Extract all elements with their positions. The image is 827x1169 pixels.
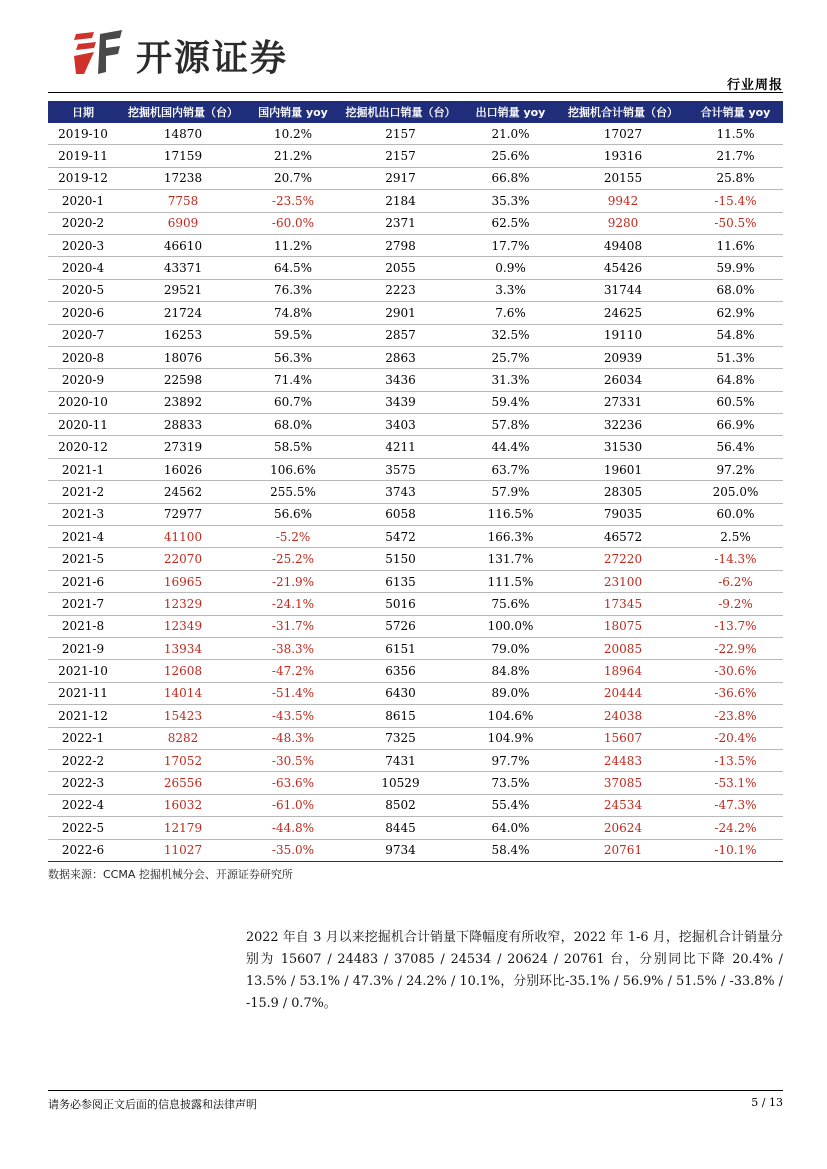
- export-yoy-cell: 35.3%: [463, 190, 558, 212]
- domestic-yoy-cell: -5.2%: [248, 526, 338, 548]
- column-header: 出口销量 yoy: [463, 101, 558, 123]
- total-yoy-cell: -9.2%: [688, 593, 783, 615]
- date-cell: 2021-11: [48, 682, 118, 704]
- date-cell: 2020-5: [48, 279, 118, 301]
- table-row: [48, 481, 783, 503]
- total-yoy-cell: 21.7%: [688, 145, 783, 167]
- table-row: [48, 458, 783, 480]
- total-yoy-cell: -22.9%: [688, 637, 783, 659]
- total-yoy-cell: -36.6%: [688, 682, 783, 704]
- export-sales-cell: 7431: [338, 749, 463, 771]
- total-yoy-cell: -6.2%: [688, 570, 783, 592]
- table-body: [48, 123, 783, 861]
- domestic-yoy-cell: 106.6%: [248, 458, 338, 480]
- export-sales-cell: 8615: [338, 705, 463, 727]
- total-yoy-cell: -50.5%: [688, 212, 783, 234]
- table-row: [48, 123, 783, 145]
- domestic-sales-cell: 11027: [118, 839, 248, 861]
- total-sales-cell: 20444: [558, 682, 688, 704]
- table-row: [48, 234, 783, 256]
- date-cell: 2020-10: [48, 391, 118, 413]
- export-yoy-cell: 57.8%: [463, 414, 558, 436]
- table-row: [48, 212, 783, 234]
- export-sales-cell: 7325: [338, 727, 463, 749]
- export-yoy-cell: 63.7%: [463, 458, 558, 480]
- domestic-sales-cell: 16965: [118, 570, 248, 592]
- total-yoy-cell: 66.9%: [688, 414, 783, 436]
- export-yoy-cell: 116.5%: [463, 503, 558, 525]
- export-sales-cell: 3436: [338, 369, 463, 391]
- total-sales-cell: 26034: [558, 369, 688, 391]
- date-cell: 2019-12: [48, 167, 118, 189]
- export-sales-cell: 8445: [338, 817, 463, 839]
- export-yoy-cell: 89.0%: [463, 682, 558, 704]
- total-sales-cell: 18964: [558, 660, 688, 682]
- date-cell: 2021-8: [48, 615, 118, 637]
- date-cell: 2020-11: [48, 414, 118, 436]
- domestic-sales-cell: 17159: [118, 145, 248, 167]
- domestic-sales-cell: 14870: [118, 123, 248, 145]
- table-row: [48, 817, 783, 839]
- export-yoy-cell: 3.3%: [463, 279, 558, 301]
- domestic-yoy-cell: -60.0%: [248, 212, 338, 234]
- total-sales-cell: 24038: [558, 705, 688, 727]
- total-yoy-cell: -13.5%: [688, 749, 783, 771]
- export-yoy-cell: 7.6%: [463, 302, 558, 324]
- export-yoy-cell: 62.5%: [463, 212, 558, 234]
- domestic-sales-cell: 8282: [118, 727, 248, 749]
- date-cell: 2021-6: [48, 570, 118, 592]
- date-cell: 2021-1: [48, 458, 118, 480]
- domestic-yoy-cell: 11.2%: [248, 234, 338, 256]
- table-row: [48, 727, 783, 749]
- table-row: [48, 682, 783, 704]
- total-yoy-cell: 25.8%: [688, 167, 783, 189]
- total-sales-cell: 19601: [558, 458, 688, 480]
- export-sales-cell: 6058: [338, 503, 463, 525]
- export-sales-cell: 2857: [338, 324, 463, 346]
- date-cell: 2022-2: [48, 749, 118, 771]
- total-sales-cell: 9280: [558, 212, 688, 234]
- date-cell: 2022-4: [48, 794, 118, 816]
- domestic-sales-cell: 12608: [118, 660, 248, 682]
- brand-name: 开源证券: [136, 38, 289, 79]
- date-cell: 2021-9: [48, 637, 118, 659]
- total-yoy-cell: -15.4%: [688, 190, 783, 212]
- domestic-yoy-cell: -25.2%: [248, 548, 338, 570]
- footer-disclaimer: 请务必参阅正文后面的信息披露和法律声明: [48, 1098, 257, 1111]
- export-yoy-cell: 44.4%: [463, 436, 558, 458]
- table-row: [48, 436, 783, 458]
- domestic-yoy-cell: 10.2%: [248, 123, 338, 145]
- table-row: [48, 302, 783, 324]
- total-yoy-cell: 11.6%: [688, 234, 783, 256]
- export-sales-cell: 2863: [338, 346, 463, 368]
- domestic-sales-cell: 18076: [118, 346, 248, 368]
- export-yoy-cell: 75.6%: [463, 593, 558, 615]
- total-yoy-cell: 51.3%: [688, 346, 783, 368]
- domestic-sales-cell: 13934: [118, 637, 248, 659]
- export-sales-cell: 5726: [338, 615, 463, 637]
- export-yoy-cell: 100.0%: [463, 615, 558, 637]
- total-sales-cell: 24625: [558, 302, 688, 324]
- table-row: [48, 503, 783, 525]
- total-sales-cell: 23100: [558, 570, 688, 592]
- domestic-yoy-cell: 59.5%: [248, 324, 338, 346]
- table-row: [48, 190, 783, 212]
- date-cell: 2020-1: [48, 190, 118, 212]
- total-sales-cell: 24483: [558, 749, 688, 771]
- total-sales-cell: 79035: [558, 503, 688, 525]
- export-yoy-cell: 104.9%: [463, 727, 558, 749]
- domestic-yoy-cell: -48.3%: [248, 727, 338, 749]
- table-row: [48, 526, 783, 548]
- total-yoy-cell: 62.9%: [688, 302, 783, 324]
- domestic-yoy-cell: 64.5%: [248, 257, 338, 279]
- page-number: 5 / 13: [751, 1096, 783, 1109]
- date-cell: 2021-10: [48, 660, 118, 682]
- total-sales-cell: 19110: [558, 324, 688, 346]
- total-yoy-cell: -47.3%: [688, 794, 783, 816]
- total-sales-cell: 31530: [558, 436, 688, 458]
- export-sales-cell: 3575: [338, 458, 463, 480]
- export-yoy-cell: 104.6%: [463, 705, 558, 727]
- domestic-yoy-cell: 58.5%: [248, 436, 338, 458]
- domestic-sales-cell: 12329: [118, 593, 248, 615]
- total-sales-cell: 37085: [558, 772, 688, 794]
- domestic-sales-cell: 16253: [118, 324, 248, 346]
- export-sales-cell: 2371: [338, 212, 463, 234]
- export-yoy-cell: 25.6%: [463, 145, 558, 167]
- table-row: [48, 414, 783, 436]
- column-header: 国内销量 yoy: [248, 101, 338, 123]
- date-cell: 2020-4: [48, 257, 118, 279]
- brand-logo: [72, 28, 362, 78]
- export-sales-cell: 6151: [338, 637, 463, 659]
- domestic-sales-cell: 26556: [118, 772, 248, 794]
- table-row: [48, 637, 783, 659]
- date-cell: 2021-5: [48, 548, 118, 570]
- domestic-yoy-cell: -38.3%: [248, 637, 338, 659]
- domestic-sales-cell: 15423: [118, 705, 248, 727]
- date-cell: 2021-2: [48, 481, 118, 503]
- domestic-sales-cell: 16026: [118, 458, 248, 480]
- column-header: 挖掘机合计销量（台）: [558, 101, 688, 123]
- header-divider: [48, 92, 783, 93]
- domestic-yoy-cell: -31.7%: [248, 615, 338, 637]
- domestic-sales-cell: 23892: [118, 391, 248, 413]
- date-cell: 2020-8: [48, 346, 118, 368]
- export-sales-cell: 2798: [338, 234, 463, 256]
- total-yoy-cell: -30.6%: [688, 660, 783, 682]
- total-yoy-cell: 56.4%: [688, 436, 783, 458]
- date-cell: 2020-7: [48, 324, 118, 346]
- total-yoy-cell: 11.5%: [688, 123, 783, 145]
- total-sales-cell: 46572: [558, 526, 688, 548]
- table-row: [48, 593, 783, 615]
- domestic-sales-cell: 17052: [118, 749, 248, 771]
- export-sales-cell: 6135: [338, 570, 463, 592]
- report-type: 行业周报: [726, 78, 783, 93]
- domestic-yoy-cell: 20.7%: [248, 167, 338, 189]
- total-yoy-cell: -10.1%: [688, 839, 783, 861]
- export-sales-cell: 2157: [338, 123, 463, 145]
- table-row: [48, 279, 783, 301]
- table-row: [48, 324, 783, 346]
- export-yoy-cell: 166.3%: [463, 526, 558, 548]
- excavator-sales-table: [48, 101, 783, 862]
- domestic-sales-cell: 24562: [118, 481, 248, 503]
- table-row: [48, 660, 783, 682]
- total-yoy-cell: 64.8%: [688, 369, 783, 391]
- total-sales-cell: 45426: [558, 257, 688, 279]
- domestic-yoy-cell: -21.9%: [248, 570, 338, 592]
- domestic-yoy-cell: 68.0%: [248, 414, 338, 436]
- export-sales-cell: 5472: [338, 526, 463, 548]
- table-row: [48, 145, 783, 167]
- date-cell: 2021-12: [48, 705, 118, 727]
- total-yoy-cell: -13.7%: [688, 615, 783, 637]
- total-yoy-cell: 97.2%: [688, 458, 783, 480]
- domestic-yoy-cell: -63.6%: [248, 772, 338, 794]
- table-row: [48, 794, 783, 816]
- date-cell: 2022-5: [48, 817, 118, 839]
- total-sales-cell: 17345: [558, 593, 688, 615]
- domestic-yoy-cell: -23.5%: [248, 190, 338, 212]
- export-sales-cell: 2055: [338, 257, 463, 279]
- total-sales-cell: 17027: [558, 123, 688, 145]
- column-header: 合计销量 yoy: [688, 101, 783, 123]
- date-cell: 2020-2: [48, 212, 118, 234]
- date-cell: 2021-3: [48, 503, 118, 525]
- date-cell: 2020-6: [48, 302, 118, 324]
- table-row: [48, 749, 783, 771]
- total-sales-cell: 32236: [558, 414, 688, 436]
- export-sales-cell: 6356: [338, 660, 463, 682]
- export-yoy-cell: 59.4%: [463, 391, 558, 413]
- export-yoy-cell: 64.0%: [463, 817, 558, 839]
- total-sales-cell: 27331: [558, 391, 688, 413]
- domestic-sales-cell: 72977: [118, 503, 248, 525]
- export-sales-cell: 5016: [338, 593, 463, 615]
- table-row: [48, 369, 783, 391]
- domestic-yoy-cell: 21.2%: [248, 145, 338, 167]
- table-row: [48, 570, 783, 592]
- total-yoy-cell: -20.4%: [688, 727, 783, 749]
- domestic-sales-cell: 27319: [118, 436, 248, 458]
- domestic-sales-cell: 43371: [118, 257, 248, 279]
- date-cell: 2022-3: [48, 772, 118, 794]
- export-sales-cell: 2157: [338, 145, 463, 167]
- export-sales-cell: 2917: [338, 167, 463, 189]
- date-cell: 2020-12: [48, 436, 118, 458]
- export-yoy-cell: 25.7%: [463, 346, 558, 368]
- total-yoy-cell: 60.0%: [688, 503, 783, 525]
- export-yoy-cell: 0.9%: [463, 257, 558, 279]
- total-sales-cell: 20939: [558, 346, 688, 368]
- brand-logo-icon: [72, 28, 130, 76]
- table-row: [48, 615, 783, 637]
- domestic-yoy-cell: -30.5%: [248, 749, 338, 771]
- export-yoy-cell: 73.5%: [463, 772, 558, 794]
- column-header: 挖掘机国内销量（台）: [118, 101, 248, 123]
- export-sales-cell: 9734: [338, 839, 463, 861]
- footer-divider: [48, 1090, 783, 1091]
- date-cell: 2020-9: [48, 369, 118, 391]
- export-sales-cell: 4211: [338, 436, 463, 458]
- export-yoy-cell: 55.4%: [463, 794, 558, 816]
- export-sales-cell: 5150: [338, 548, 463, 570]
- domestic-sales-cell: 6909: [118, 212, 248, 234]
- export-sales-cell: 3743: [338, 481, 463, 503]
- export-sales-cell: 10529: [338, 772, 463, 794]
- table-row: [48, 167, 783, 189]
- table-row: [48, 346, 783, 368]
- export-yoy-cell: 79.0%: [463, 637, 558, 659]
- total-yoy-cell: 68.0%: [688, 279, 783, 301]
- domestic-sales-cell: 22598: [118, 369, 248, 391]
- export-yoy-cell: 57.9%: [463, 481, 558, 503]
- export-yoy-cell: 21.0%: [463, 123, 558, 145]
- date-cell: 2020-3: [48, 234, 118, 256]
- total-yoy-cell: -53.1%: [688, 772, 783, 794]
- export-sales-cell: 3403: [338, 414, 463, 436]
- total-yoy-cell: 60.5%: [688, 391, 783, 413]
- total-sales-cell: 18075: [558, 615, 688, 637]
- date-cell: 2022-1: [48, 727, 118, 749]
- table-row: [48, 839, 783, 861]
- export-yoy-cell: 84.8%: [463, 660, 558, 682]
- total-sales-cell: 31744: [558, 279, 688, 301]
- domestic-yoy-cell: 76.3%: [248, 279, 338, 301]
- total-sales-cell: 20155: [558, 167, 688, 189]
- total-sales-cell: 49408: [558, 234, 688, 256]
- total-sales-cell: 28305: [558, 481, 688, 503]
- domestic-yoy-cell: -35.0%: [248, 839, 338, 861]
- export-yoy-cell: 97.7%: [463, 749, 558, 771]
- date-cell: 2022-6: [48, 839, 118, 861]
- total-yoy-cell: -24.2%: [688, 817, 783, 839]
- total-sales-cell: 24534: [558, 794, 688, 816]
- total-sales-cell: 15607: [558, 727, 688, 749]
- domestic-yoy-cell: 74.8%: [248, 302, 338, 324]
- domestic-sales-cell: 29521: [118, 279, 248, 301]
- domestic-yoy-cell: 60.7%: [248, 391, 338, 413]
- total-yoy-cell: 59.9%: [688, 257, 783, 279]
- total-yoy-cell: 54.8%: [688, 324, 783, 346]
- domestic-sales-cell: 28833: [118, 414, 248, 436]
- total-yoy-cell: -14.3%: [688, 548, 783, 570]
- domestic-yoy-cell: 71.4%: [248, 369, 338, 391]
- date-cell: 2019-11: [48, 145, 118, 167]
- export-yoy-cell: 32.5%: [463, 324, 558, 346]
- page-header: [48, 22, 783, 98]
- date-cell: 2021-4: [48, 526, 118, 548]
- domestic-sales-cell: 21724: [118, 302, 248, 324]
- total-sales-cell: 9942: [558, 190, 688, 212]
- domestic-yoy-cell: 255.5%: [248, 481, 338, 503]
- export-sales-cell: 3439: [338, 391, 463, 413]
- date-cell: 2021-7: [48, 593, 118, 615]
- total-sales-cell: 20761: [558, 839, 688, 861]
- export-yoy-cell: 66.8%: [463, 167, 558, 189]
- domestic-yoy-cell: 56.3%: [248, 346, 338, 368]
- total-sales-cell: 20085: [558, 637, 688, 659]
- export-yoy-cell: 58.4%: [463, 839, 558, 861]
- export-yoy-cell: 17.7%: [463, 234, 558, 256]
- domestic-sales-cell: 22070: [118, 548, 248, 570]
- export-yoy-cell: 31.3%: [463, 369, 558, 391]
- table-row: [48, 705, 783, 727]
- domestic-sales-cell: 7758: [118, 190, 248, 212]
- domestic-yoy-cell: -43.5%: [248, 705, 338, 727]
- domestic-sales-cell: 17238: [118, 167, 248, 189]
- domestic-yoy-cell: -51.4%: [248, 682, 338, 704]
- domestic-sales-cell: 14014: [118, 682, 248, 704]
- table-header-row: [48, 101, 783, 123]
- export-sales-cell: 2184: [338, 190, 463, 212]
- domestic-sales-cell: 12349: [118, 615, 248, 637]
- export-sales-cell: 8502: [338, 794, 463, 816]
- domestic-yoy-cell: -47.2%: [248, 660, 338, 682]
- total-yoy-cell: 2.5%: [688, 526, 783, 548]
- total-yoy-cell: 205.0%: [688, 481, 783, 503]
- export-sales-cell: 2223: [338, 279, 463, 301]
- domestic-yoy-cell: -24.1%: [248, 593, 338, 615]
- table-row: [48, 772, 783, 794]
- analysis-paragraph: 2022 年自 3 月以来挖掘机合计销量下降幅度有所收窄，2022 年 1-6 月，挖掘机合计销量分别为 15607 / 24483 / 37085 / 24534 / 20624 / 20761 台，分别同比下降 20.4% / 13.5% / 53.1% / 47.3% / 24.2% / 10.1%，分别环比-35.1% / 56.9% / 51.5% / -33.8% / -15.9 / 0.7%。: [246, 930, 783, 1011]
- column-header: 挖掘机出口销量（台）: [338, 101, 463, 123]
- table-row: [48, 257, 783, 279]
- column-header: 日期: [48, 101, 118, 123]
- domestic-yoy-cell: 56.6%: [248, 503, 338, 525]
- table-row: [48, 391, 783, 413]
- total-sales-cell: 19316: [558, 145, 688, 167]
- export-sales-cell: 6430: [338, 682, 463, 704]
- domestic-sales-cell: 41100: [118, 526, 248, 548]
- export-yoy-cell: 131.7%: [463, 548, 558, 570]
- domestic-sales-cell: 16032: [118, 794, 248, 816]
- domestic-sales-cell: 12179: [118, 817, 248, 839]
- total-sales-cell: 27220: [558, 548, 688, 570]
- total-sales-cell: 20624: [558, 817, 688, 839]
- table-row: [48, 548, 783, 570]
- domestic-sales-cell: 46610: [118, 234, 248, 256]
- domestic-yoy-cell: -61.0%: [248, 794, 338, 816]
- date-cell: 2019-10: [48, 123, 118, 145]
- domestic-yoy-cell: -44.8%: [248, 817, 338, 839]
- total-yoy-cell: -23.8%: [688, 705, 783, 727]
- data-source-note: 数据来源：CCMA 挖掘机械分会、开源证券研究所: [48, 868, 293, 881]
- export-sales-cell: 2901: [338, 302, 463, 324]
- export-yoy-cell: 111.5%: [463, 570, 558, 592]
